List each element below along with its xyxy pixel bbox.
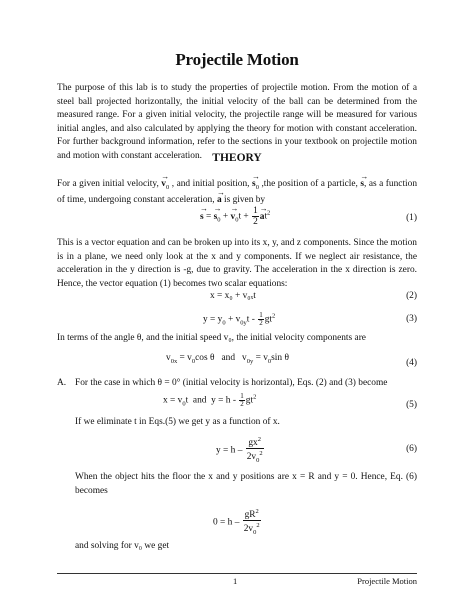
equation-1-number: (1) (406, 213, 417, 223)
equation-floor: 0 = h – $\frac{gR^2}{2v_0^2}$ (213, 508, 260, 537)
theory-paragraph-1: For a given initial velocity, → $v_0$ , and initial position, → $s_0$ ,the position of a particle, → s, as a function of time, undergoing constant acceleration, → a is given by (57, 178, 417, 208)
item-a-text: For the case in which θ = 0° (initial velocity is horizontal), Eqs. (2) and (3) become (75, 378, 388, 388)
section-heading: THEORY (212, 152, 262, 164)
page-title: Projectile Motion (175, 50, 299, 69)
item-a-label: A. (57, 378, 67, 388)
paragraph-components: This is a vector equation and can be broken up into its x, y, and z components. Since the motion is in a plane, we need only look at the x and y components. If we neglect air resistance, the acceleration in the y direction is -g, due to gravity. The acceleration in the x direction is zero. Hence, the vector equation (1) becomes two scalar equations: (57, 238, 417, 289)
equation-2: x = x₀ + v₀ₓt (210, 291, 256, 301)
equation-2-number: (2) (406, 291, 417, 301)
equation-5-number: (5) (406, 400, 417, 410)
footer-divider (57, 573, 417, 574)
equation-4: $v_{0x} = v_0\cos$ θ and $v_{0y} = v_0\sin$ θ (166, 353, 289, 365)
footer-page-number: 1 (233, 576, 238, 586)
paragraph-eliminate-t: If we eliminate t in Eqs.(5) we get y as a function of x. (75, 417, 280, 427)
equation-5: $x = v_0t$ and y = h - $\frac{1}{2}$ $gt^2$ (163, 392, 257, 408)
paragraph-solving: and solving for v₀ we get (75, 541, 170, 551)
footer-title: Projectile Motion (357, 576, 417, 586)
initial-velocity-symbol: → v (161, 178, 166, 192)
initial-position-symbol: → s (252, 178, 256, 192)
acceleration-symbol: → a (217, 194, 222, 208)
position-symbol: → s (360, 178, 364, 192)
equation-1: → s = → $s_0$ + → $v_0t$ + $\frac{1}{2}$ → $at^2$ (200, 206, 270, 227)
theory-text-d: , as a function of time, undergoing constant acceleration, (57, 179, 418, 206)
equation-4-number: (4) (406, 358, 417, 368)
equation-3-number: (3) (406, 314, 417, 324)
intro-paragraph: The purpose of this lab is to study the properties of projectile motion. From the motion of a steel ball projected horizontally, the initial velocity of the ball can be determined from the measured range. For a given initial velocity, the projectile range will be measured for various initial angles, and also calculated by applying the theory for motion with constant acceleration. For further background information, refer to the sections in your textbook on projectile motion and motion with constant acceleration. (57, 83, 417, 161)
theory-text-b: , and initial position, (171, 179, 250, 189)
equation-3: $y = y_0 + v_{0y}t$ - $\frac{1}{2}$ $gt^2$ (203, 311, 276, 327)
equation-6-number: (6) (406, 444, 417, 454)
theory-text-a: For a given initial velocity, (57, 179, 159, 189)
paragraph-floor: When the object hits the floor the x and y positions are x = R and y = 0. Hence, Eq. (6) becomes (75, 472, 417, 496)
paragraph-angle: In terms of the angle θ, and the initial speed v₀, the initial velocity components are (57, 333, 366, 343)
theory-text-e: is given by (223, 195, 266, 206)
equation-6: y = h – $\frac{gx^2}{2v_0^2}$ (216, 436, 263, 465)
theory-text-c: ,the position of a particle, (261, 179, 358, 189)
